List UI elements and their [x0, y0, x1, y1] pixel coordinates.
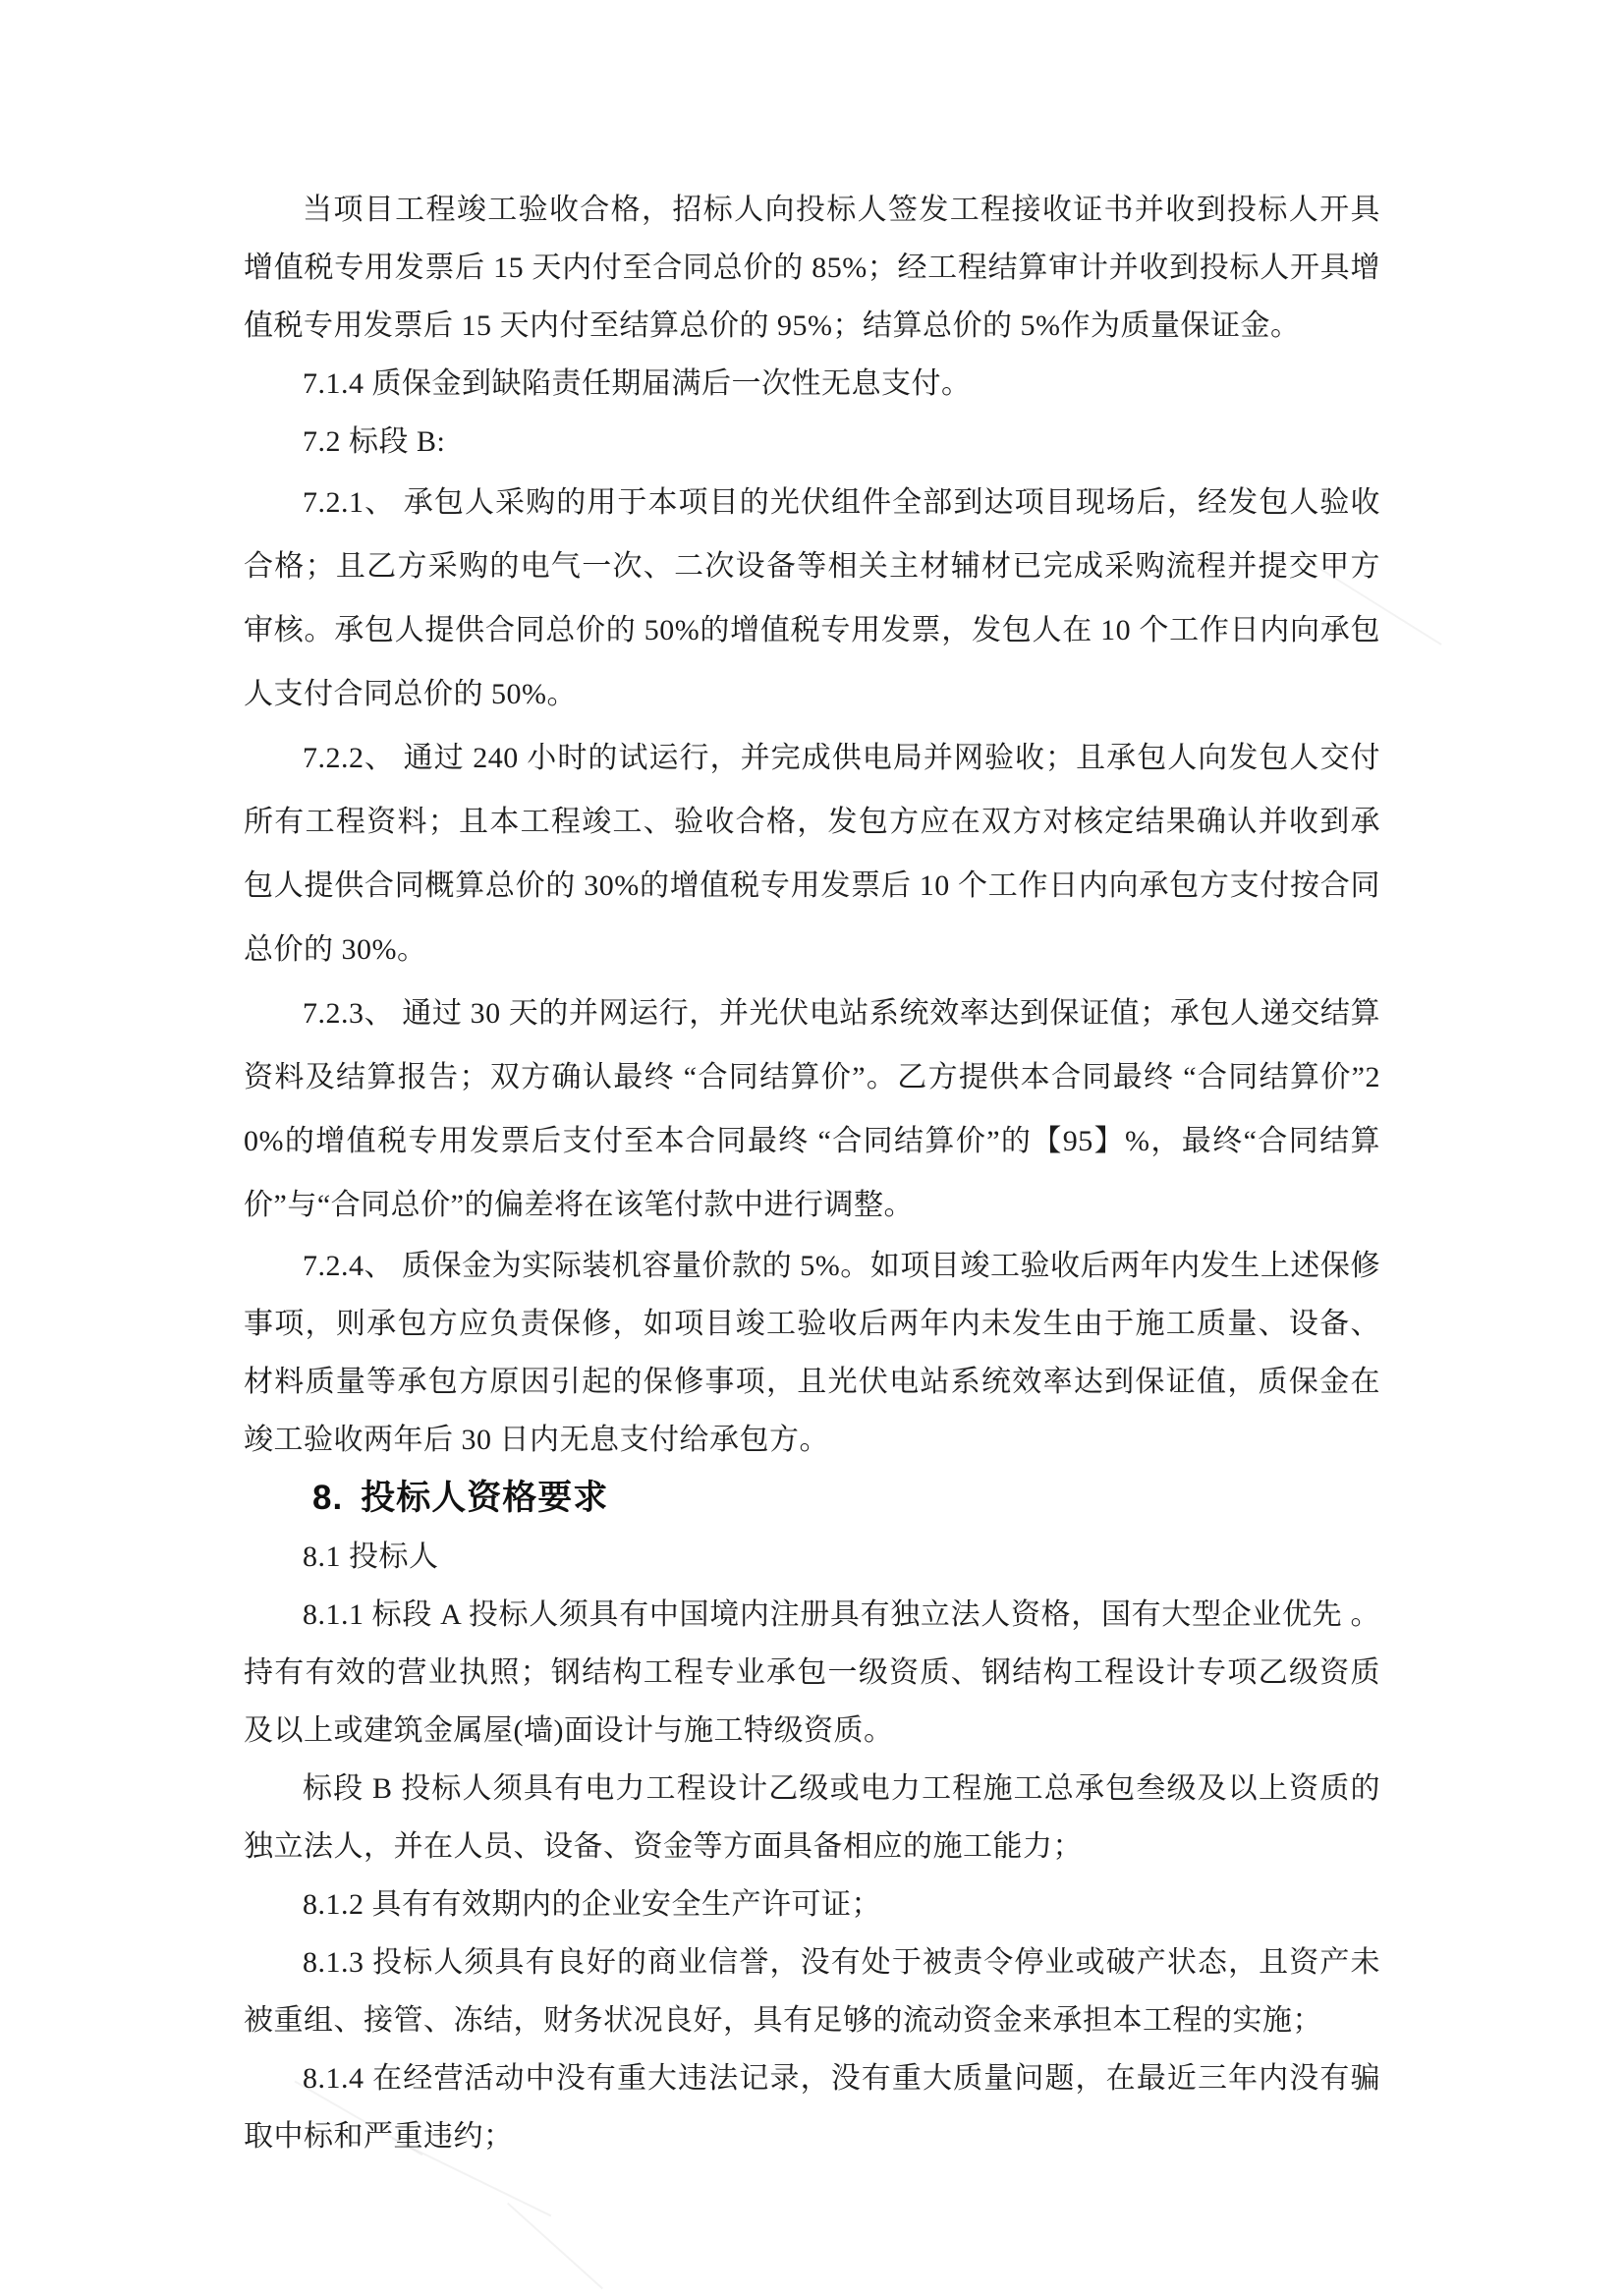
- clause-8-1-2: 8.1.2 具有有效期内的企业安全生产许可证；: [303, 1888, 881, 1921]
- clause-7-2: 7.2 标段 B:: [303, 425, 446, 458]
- paragraph-payment-terms: 当项目工程竣工验收合格，招标人向投标人签发工程接收证书并收到投标人开具增值税专用发票后 15 天内付至合同总价的 85%；经工程结算审计并收到投标人开具增值税专用发票后 15 天内付至结算总价的 95%；结算总价的 5%作为质量保证金。: [244, 194, 1380, 342]
- clause-8-1-4: 8.1.4 在经营活动中没有重大违法记录，没有重大质量问题，在最近三年内没有骗取中标和严重违约；: [244, 2062, 1380, 2153]
- section-8-title: 投标人资格要求: [361, 1479, 609, 1517]
- document-body: [244, 181, 1380, 2165]
- clause-7-2-3: 7.2.3、 通过 30 天的并网运行，并光伏电站系统效率达到保证值；承包人递交结算资料及结算报告；双方确认最终 “合同结算价”。乙方提供本合同最终 “合同结算价”20%的增值税专用发票后支付至本合同最终 “合同结算价”的【95】%，最终“合同结算价”与“合同总价”的偏差将在该笔付款中进行调整。: [244, 997, 1380, 1221]
- clause-8-1-3: 8.1.3 投标人须具有良好的商业信誉，没有处于被责令停业或破产状态，且资产未被重组、接管、冻结，财务状况良好，具有足够的流动资金来承担本工程的实施；: [244, 1946, 1380, 2037]
- clause-7-2-1: 7.2.1、 承包人采购的用于本项目的光伏组件全部到达项目现场后，经发包人验收合格；且乙方采购的电气一次、二次设备等相关主材辅材已完成采购流程并提交甲方审核。承包人提供合同总价的 50%的增值税专用发票，发包人在 10 个工作日内向承包人支付合同总价的 50%。: [244, 486, 1380, 710]
- clause-8-1: 8.1 投标人: [303, 1540, 439, 1573]
- clause-7-2-2: 7.2.2、 通过 240 小时的试运行，并完成供电局并网验收；且承包人向发包人交付所有工程资料；且本工程竣工、验收合格，发包方应在双方对核定结果确认并收到承包人提供合同概算总价的 30%的增值税专用发票后 10 个工作日内向承包方支付按合同总价的 30%。: [244, 742, 1380, 966]
- clause-8-1-1: 8.1.1 标段 A 投标人须具有中国境内注册具有独立法人资格，国有大型企业优先 。持有有效的营业执照；钢结构工程专业承包一级资质、钢结构工程设计专项乙级资质及以上或建筑金属屋(墙)面设计与施工特级资质。: [244, 1598, 1380, 1747]
- paragraph-section-b-qualification: 标段 B 投标人须具有电力工程设计乙级或电力工程施工总承包叁级及以上资质的独立法人，并在人员、设备、资金等方面具备相应的施工能力；: [244, 1772, 1380, 1863]
- scan-artifact-stroke: [507, 2203, 603, 2289]
- section-8-number: 8.: [312, 1479, 344, 1517]
- clause-7-1-4: 7.1.4 质保金到缺陷责任期届满后一次性无息支付。: [303, 367, 972, 400]
- clause-7-2-4: 7.2.4、 质保金为实际装机容量价款的 5%。如项目竣工验收后两年内发生上述保修事项，则承包方应负责保修，如项目竣工验收后两年内未发生由于施工质量、设备、材料质量等承包方原因引起的保修事项，且光伏电站系统效率达到保证值，质保金在竣工验收两年后 30 日内无息支付给承包方。: [244, 1250, 1380, 1456]
- section-8-heading: [244, 1469, 1380, 1528]
